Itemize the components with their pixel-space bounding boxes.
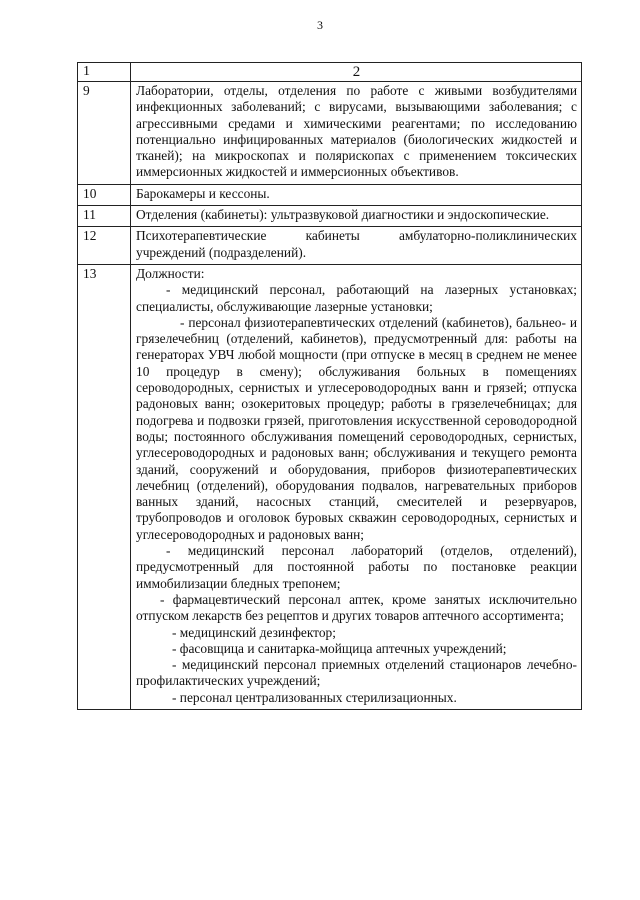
header-col-1: 1	[78, 63, 131, 82]
list-item: - персонал централизованных стерилизационных.	[172, 689, 457, 705]
list-item: - фармацевтический персонал аптек, кроме занятых исключительно отпуском лекарств без рецептов и других товаров аптечного ассортимента;	[136, 591, 577, 624]
row-text: Лаборатории, отделы, отделения по работе с живыми возбудителями инфекционных заболеваний; с вирусами, вызывающими заболевания; с агрессивными средами и химическими реагентами; по исследованию потенциально инфицированных материалов (биологических жидкостей и тканей); на микроскопах и поляриcкопах с применением токсических иммерсионных жидкостей и иммерсионных объективов.	[131, 82, 582, 185]
row-number: 13	[78, 264, 131, 709]
list-item: - фасовщица и санитарка-мойщица аптечных учреждений;	[172, 640, 507, 656]
positions-title: Должности:	[136, 265, 205, 281]
list-item: - медицинский дезинфектор;	[172, 624, 336, 640]
table-header-row	[78, 63, 582, 82]
row-number: 11	[78, 206, 131, 227]
row-text	[131, 264, 582, 709]
header-col-2: 2	[131, 63, 582, 82]
row-number: 10	[78, 184, 131, 205]
list-item: - персонал физиотерапевтических отделений (кабинетов), бальнео- и грязелечебниц (отделений, кабинетов), предусмотренный для: работы на генераторах УВЧ любой мощности (при отпуске в месяц в среднем не менее 10 процедур в смену); обслуживания больных в помещениях сероводородных, сернистых и углесероводородных ванн и грязей; отпуска радоновых ванн; озокеритовых процедур; работы в грязелечебницах; для подогрева и подвозки грязей, приготовления искусственной сероводородной воды; постоянного обслуживания помещений сероводородных, сернистых, углесероводородных и радоновых ванн; обслуживания и текущего ремонта зданий, сооружений и оборудования, приборов физиотерапевтических лечебниц (отделений), оборудования подвалов, нагревательных приборов ванных зданий, насосных станций, смесителей и резервуаров, трубопроводов и оголовок буровых скважин сероводородных, сернистых и углесероводородных и радоновых ванн;	[136, 314, 577, 542]
page-number: 3	[317, 18, 323, 32]
row-text: Барокамеры и кессоны.	[131, 184, 582, 205]
table-row	[78, 82, 582, 185]
row-number: 9	[78, 82, 131, 185]
list-item: - медицинский персонал, работающий на лазерных установках; специалисты, обслуживающие лазерные установки;	[136, 282, 577, 314]
table-row	[78, 206, 582, 227]
list-item: - медицинский персонал приемных отделений стационаров лечебно-профилактических учреждений;	[136, 657, 577, 689]
table-row	[78, 264, 582, 709]
table-row	[78, 184, 582, 205]
table-row	[78, 227, 582, 265]
positions-table	[77, 62, 582, 710]
row-number: 12	[78, 227, 131, 265]
row-text: Психотерапевтические кабинеты амбулаторно-поликлинических учреждений (подразделений).	[131, 227, 582, 265]
list-item: - медицинский персонал лабораторий (отделов, отделений), предусмотренный для постоянной работы по постановке реакции иммобилизации бледных трепонем;	[136, 543, 577, 591]
row-text: Отделения (кабинеты): ультразвуковой диагностики и эндоскопические.	[131, 206, 582, 227]
